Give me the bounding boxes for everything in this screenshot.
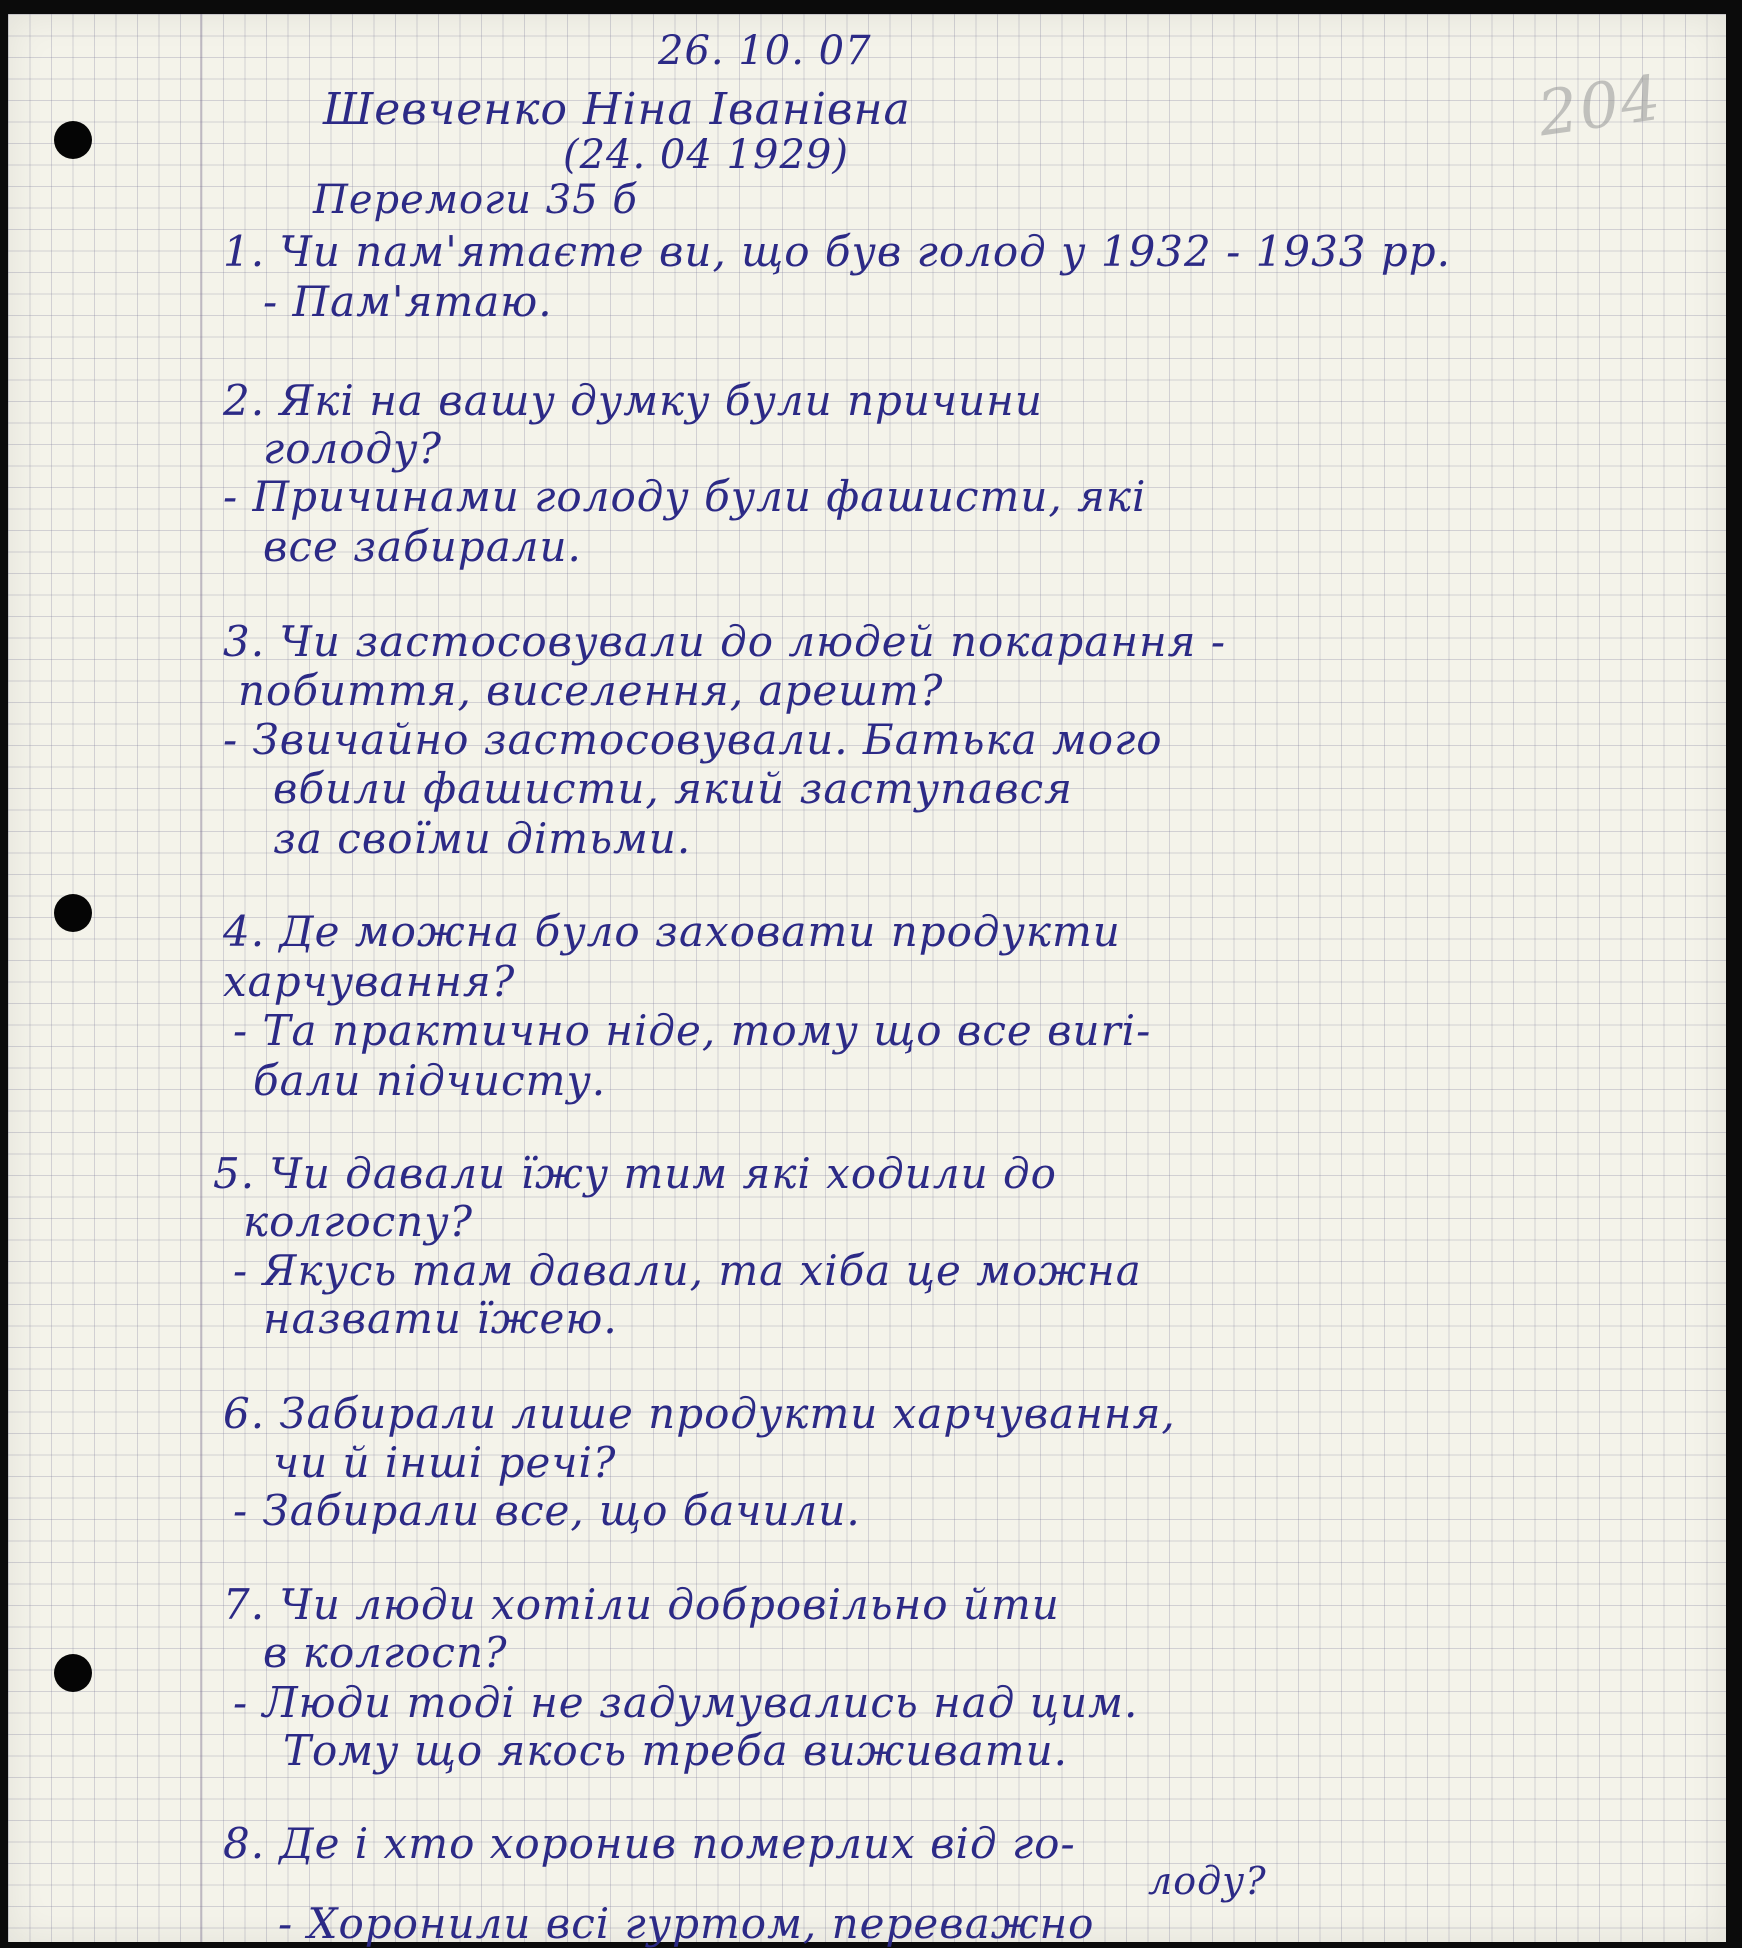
line-q2a: 2. Які на вашу думку були причини xyxy=(223,376,1043,425)
margin-line xyxy=(200,14,202,1942)
line-q4a: 4. Де можна було заховати продукти xyxy=(223,907,1121,956)
line-q2b: голоду? xyxy=(263,424,443,473)
line-a1: - Пам'ятаю. xyxy=(263,277,553,326)
address: Перемоги 35 б xyxy=(313,177,638,223)
birth-date: (24. 04 1929) xyxy=(563,132,849,178)
interviewee-name: Шевченко Ніна Іванівна xyxy=(323,84,911,135)
line-q5b: колгоспу? xyxy=(243,1197,474,1246)
line-q8a: 8. Де і хто хоронив померлих від го- xyxy=(223,1819,1076,1868)
line-a2b: все забирали. xyxy=(263,522,582,571)
line-a2a: - Причинами голоду були фашисти, які xyxy=(223,472,1147,521)
line-q8b: лоду? xyxy=(1148,1859,1267,1903)
punch-hole-middle xyxy=(54,894,92,932)
line-q7b: в колгосп? xyxy=(263,1628,508,1677)
line-a5b: назвати їжею. xyxy=(263,1294,618,1343)
line-a3c: за своїми дітьми. xyxy=(273,814,692,863)
notebook-page xyxy=(8,14,1726,1948)
interview-date: 26. 10. 07 xyxy=(658,28,872,74)
line-a7b: Тому що якось треба виживати. xyxy=(283,1726,1069,1775)
line-a7a: - Люди тоді не задумувались над цим. xyxy=(233,1678,1139,1727)
punch-hole-top xyxy=(54,121,92,159)
line-a5a: - Якусь там давали, та хіба це можна xyxy=(233,1246,1142,1295)
punch-hole-bottom xyxy=(54,1654,92,1692)
line-a4a: - Та практично ніде, тому що все виri- xyxy=(233,1006,1152,1055)
line-q3b: побиття, виселення, арешт? xyxy=(238,666,944,715)
line-q7a: 7. Чи люди хотіли добровільно йти xyxy=(223,1580,1060,1629)
line-a8a: - Хоронили всі гуртом, переважно xyxy=(278,1899,1095,1948)
line-q6a: 6. Забирали лише продукти харчування, xyxy=(223,1389,1176,1438)
line-a6: - Забирали все, що бачили. xyxy=(233,1486,861,1535)
page-number: 204 xyxy=(1533,60,1667,151)
line-q4b: харчування? xyxy=(223,957,516,1006)
line-a4b: бали підчисту. xyxy=(253,1056,607,1105)
line-a3a: - Звичайно застосовували. Батька мого xyxy=(223,715,1163,764)
line-q1: 1. Чи пам'ятаєте ви, що був голод у 1932 - 1933 рр. xyxy=(223,227,1452,276)
line-a3b: вбили фашисти, який заступався xyxy=(273,764,1073,813)
line-q5a: 5. Чи давали їжу тим які ходили до xyxy=(213,1149,1057,1198)
line-q6b: чи й інші речі? xyxy=(273,1438,617,1487)
line-q3a: 3. Чи застосовували до людей покарання - xyxy=(223,617,1227,666)
